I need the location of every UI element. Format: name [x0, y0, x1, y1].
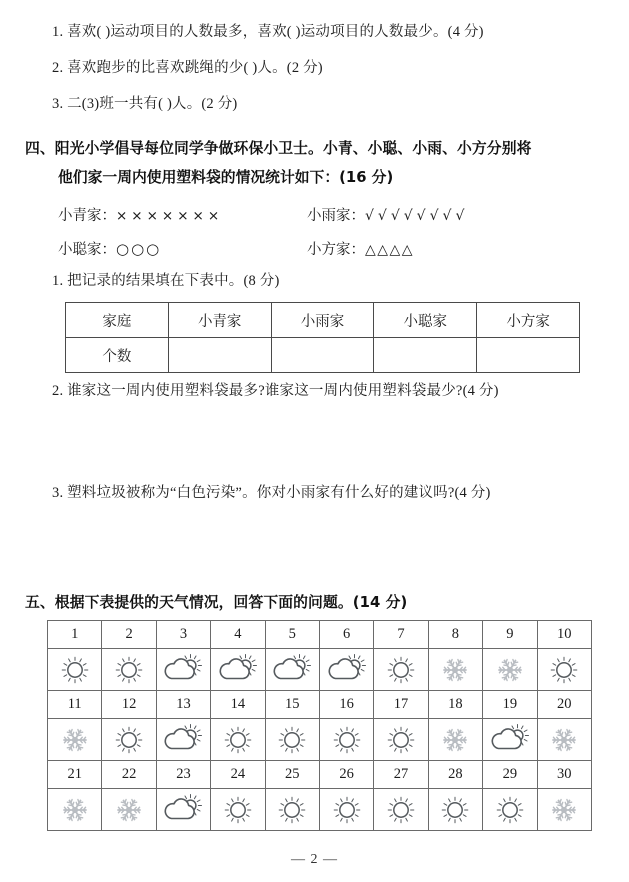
table-header-cell: 小青家: [168, 303, 271, 338]
sunny-icon: [319, 719, 373, 761]
weather-day-number: 3: [156, 621, 210, 649]
section-5-heading: 五、根据下表提供的天气情况，回答下面的问题。(14 分): [25, 594, 408, 611]
snow-icon: [102, 789, 156, 831]
question-item: [52, 24, 484, 41]
weather-day-number: 5: [265, 621, 319, 649]
question-text: 二(3)班一共有( )人。(2 分): [67, 96, 238, 112]
sunny-icon: [211, 789, 265, 831]
section-4-heading: 四、阳光小学倡导每位同学争做环保小卫士。小青、小聪、小雨、小方分别将: [25, 140, 532, 157]
section-4-question-2: 2. 谁家这一周内使用塑料袋最多?谁家这一周内使用塑料袋最少?(4 分): [52, 383, 499, 399]
weather-day-number: 1: [48, 621, 102, 649]
weather-icon-row: [48, 649, 592, 691]
weather-day-number: 18: [428, 691, 482, 719]
weather-calendar-table: [47, 620, 592, 831]
cloudy-icon: [265, 649, 319, 691]
table-header-cell: 小方家: [477, 303, 580, 338]
question-number: 2.: [52, 60, 64, 76]
family-tally-xiaocong: [58, 238, 161, 259]
weather-day-number: 22: [102, 761, 156, 789]
cloudy-icon: [319, 649, 373, 691]
table-header-cell: 小聪家: [374, 303, 477, 338]
cloudy-icon: [156, 719, 210, 761]
family-marks: √√√√√√√√: [365, 208, 469, 224]
family-marks: △△△△: [365, 242, 415, 258]
sunny-icon: [483, 789, 537, 831]
weather-day-row: [48, 621, 592, 649]
sunny-icon: [374, 789, 428, 831]
weather-day-number: 10: [537, 621, 591, 649]
sunny-icon: [537, 649, 591, 691]
table-row-headers: [66, 303, 580, 338]
sunny-icon: [211, 719, 265, 761]
weather-day-number: 6: [319, 621, 373, 649]
answer-cell[interactable]: [271, 338, 374, 373]
snow-icon: [48, 719, 102, 761]
weather-day-number: 28: [428, 761, 482, 789]
family-label: 小雨家：: [307, 208, 365, 224]
weather-day-number: 7: [374, 621, 428, 649]
sunny-icon: [265, 789, 319, 831]
section-4-question-1: 1. 把记录的结果填在下表中。(8 分): [52, 273, 280, 289]
family-tally-xiaofang: [307, 238, 414, 259]
family-label: 小方家：: [307, 242, 365, 258]
weather-day-number: 14: [211, 691, 265, 719]
family-label: 小青家：: [58, 208, 116, 224]
weather-day-number: 2: [102, 621, 156, 649]
snow-icon: [483, 649, 537, 691]
answer-cell[interactable]: [374, 338, 477, 373]
sunny-icon: [102, 649, 156, 691]
question-text: 喜欢( )运动项目的人数最多，喜欢( )运动项目的人数最少。(4 分): [67, 24, 484, 40]
weather-day-number: 24: [211, 761, 265, 789]
sunny-icon: [374, 649, 428, 691]
family-label: 小聪家：: [58, 242, 116, 258]
plastic-bag-stats-table: [65, 302, 580, 373]
weather-day-number: 16: [319, 691, 373, 719]
family-marks: ×××××××: [116, 208, 224, 224]
answer-cell[interactable]: [168, 338, 271, 373]
weather-day-number: 29: [483, 761, 537, 789]
sunny-icon: [48, 649, 102, 691]
family-marks: ○○○: [116, 240, 162, 258]
table-header-cell: 小雨家: [271, 303, 374, 338]
weather-day-number: 8: [428, 621, 482, 649]
cloudy-icon: [156, 789, 210, 831]
page-number: — 2 —: [291, 852, 338, 867]
family-tally-xiaoqing: [58, 204, 223, 225]
weather-day-number: 23: [156, 761, 210, 789]
weather-day-number: 19: [483, 691, 537, 719]
snow-icon: [428, 719, 482, 761]
question-number: 1.: [52, 24, 64, 40]
cloudy-icon: [211, 649, 265, 691]
weather-day-row: [48, 691, 592, 719]
sunny-icon: [319, 789, 373, 831]
table-row-label: 个数: [66, 338, 169, 373]
table-header-cell: 家庭: [66, 303, 169, 338]
question-item: [52, 96, 237, 113]
snow-icon: [48, 789, 102, 831]
section-4-heading-line2: 他们家一周内使用塑料袋的情况统计如下：(16 分): [58, 169, 394, 186]
weather-day-number: 17: [374, 691, 428, 719]
weather-day-number: 25: [265, 761, 319, 789]
weather-day-number: 15: [265, 691, 319, 719]
family-tally-xiaoyu: [307, 204, 468, 225]
weather-day-number: 11: [48, 691, 102, 719]
weather-day-row: [48, 761, 592, 789]
question-number: 3.: [52, 96, 64, 112]
question-item: [52, 60, 323, 77]
weather-day-number: 21: [48, 761, 102, 789]
question-text: 喜欢跑步的比喜欢跳绳的少( )人。(2 分): [67, 60, 323, 76]
weather-day-number: 26: [319, 761, 373, 789]
snow-icon: [537, 719, 591, 761]
cloudy-icon: [156, 649, 210, 691]
weather-day-number: 20: [537, 691, 591, 719]
cloudy-icon: [483, 719, 537, 761]
answer-cell[interactable]: [477, 338, 580, 373]
sunny-icon: [265, 719, 319, 761]
weather-icon-row: [48, 789, 592, 831]
section-4-question-3: 3. 塑料垃圾被称为“白色污染”。你对小雨家有什么好的建议吗?(4 分): [52, 485, 491, 501]
snow-icon: [428, 649, 482, 691]
sunny-icon: [374, 719, 428, 761]
weather-day-number: 9: [483, 621, 537, 649]
weather-day-number: 27: [374, 761, 428, 789]
weather-day-number: 12: [102, 691, 156, 719]
weather-icon-row: [48, 719, 592, 761]
weather-day-number: 4: [211, 621, 265, 649]
table-row: [66, 338, 580, 373]
sunny-icon: [428, 789, 482, 831]
weather-day-number: 13: [156, 691, 210, 719]
sunny-icon: [102, 719, 156, 761]
weather-day-number: 30: [537, 761, 591, 789]
snow-icon: [537, 789, 591, 831]
